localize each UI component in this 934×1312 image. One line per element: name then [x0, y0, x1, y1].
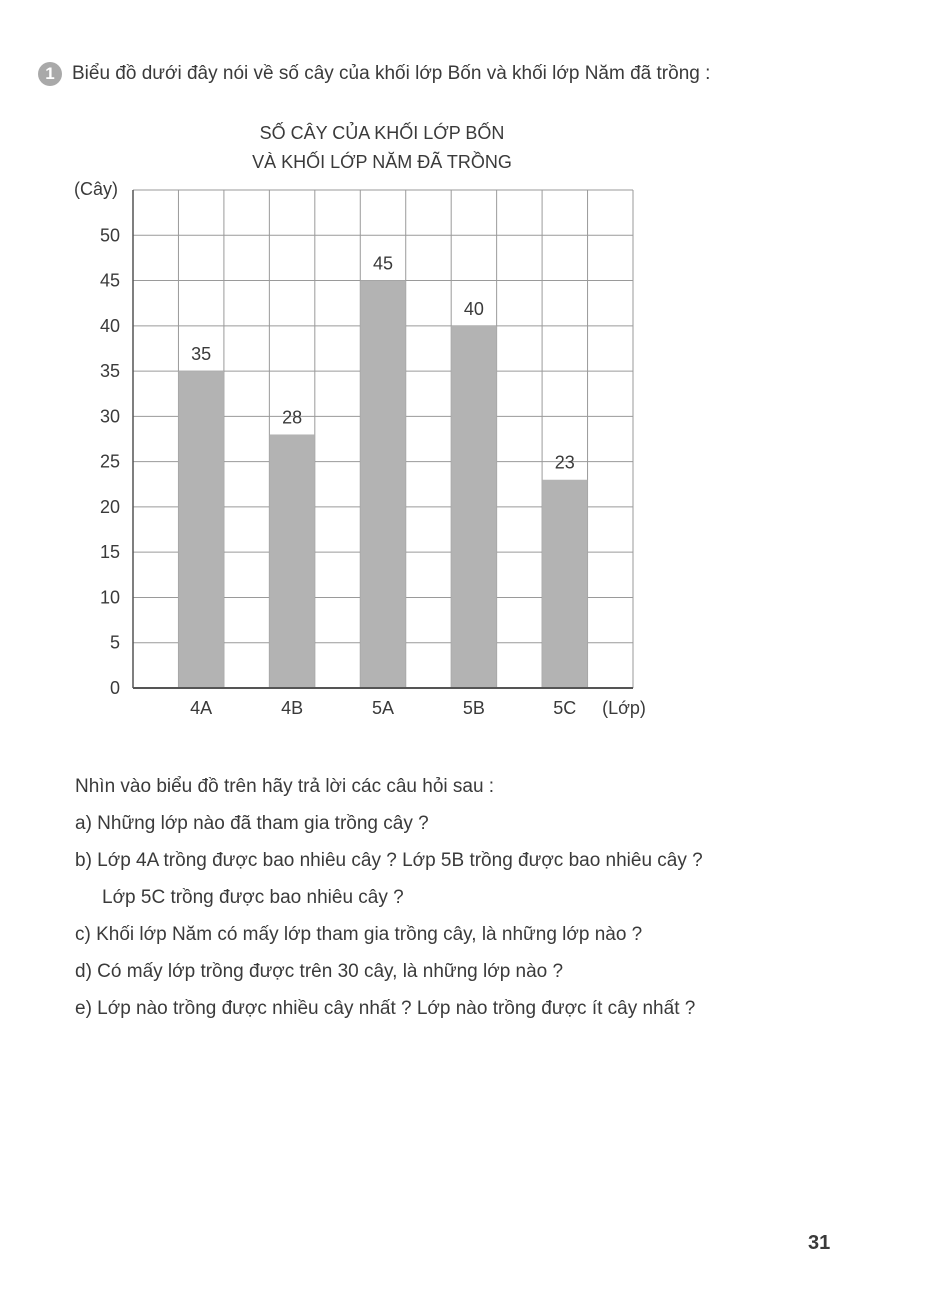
- x-tick-label: 5C: [553, 698, 577, 718]
- bar-4b: [269, 434, 314, 688]
- y-tick-label: 35: [99, 361, 120, 382]
- question-c: c) Khối lớp Năm có mấy lớp tham gia trồng cây, là những lớp nào ?: [75, 924, 643, 945]
- x-tick-label: 5B: [462, 698, 485, 718]
- y-tick-label: 40: [99, 315, 120, 336]
- y-tick-label: 50: [99, 225, 120, 246]
- exercise-number-badge: 1: [38, 62, 62, 86]
- bar-5c: [542, 480, 587, 688]
- question-list: [75, 768, 855, 1027]
- question-d: d) Có mấy lớp trồng được trên 30 cây, là những lớp nào ?: [75, 961, 564, 982]
- y-tick-label: 15: [99, 542, 120, 563]
- y-tick-label: 30: [99, 406, 120, 427]
- question-e: e) Lớp nào trồng được nhiều cây nhất ? Lớp nào trồng được ít cây nhất ?: [75, 998, 696, 1019]
- x-tick-label: 4B: [281, 698, 304, 718]
- y-tick-label: 10: [99, 587, 120, 608]
- exercise-intro-text: Biểu đồ dưới đây nói về số cây của khối lớp Bốn và khối lớp Năm đã trồng :: [72, 63, 711, 84]
- bar-5b: [451, 326, 496, 688]
- bar-value-label: 40: [463, 298, 484, 319]
- y-tick-label: 0: [109, 678, 120, 698]
- y-tick-label: 45: [99, 270, 120, 291]
- x-axis-label: (Lớp): [602, 698, 646, 718]
- x-tick-label: 5A: [371, 698, 395, 718]
- y-tick-label: 5: [109, 632, 120, 653]
- question-prompt: Nhìn vào biểu đồ trên hãy trả lời các câu hỏi sau :: [75, 776, 495, 797]
- question-b-continued: Lớp 5C trồng được bao nhiêu cây ?: [102, 887, 404, 908]
- bar-4a: [178, 371, 223, 688]
- y-tick-label: 20: [99, 496, 120, 517]
- page-number: 31: [808, 1232, 831, 1254]
- bar-value-label: 28: [282, 407, 303, 428]
- y-tick-label: 25: [99, 451, 120, 472]
- bar-value-label: 35: [191, 344, 212, 365]
- x-tick-label: 4A: [190, 698, 213, 718]
- question-b: b) Lớp 4A trồng được bao nhiêu cây ? Lớp 5B trồng được bao nhiêu cây ?: [75, 850, 703, 871]
- bar-value-label: 45: [372, 253, 394, 274]
- bar-5a: [360, 281, 405, 688]
- bar-value-label: 23: [554, 452, 575, 473]
- y-axis-label: (Cây): [74, 179, 118, 199]
- chart-title-line: SỐ CÂY CỦA KHỐI LỚP BỐN: [259, 123, 505, 143]
- chart-title-line: VÀ KHỐI LỚP NĂM ĐÃ TRỒNG: [252, 152, 512, 172]
- question-a: a) Những lớp nào đã tham gia trồng cây ?: [75, 813, 429, 834]
